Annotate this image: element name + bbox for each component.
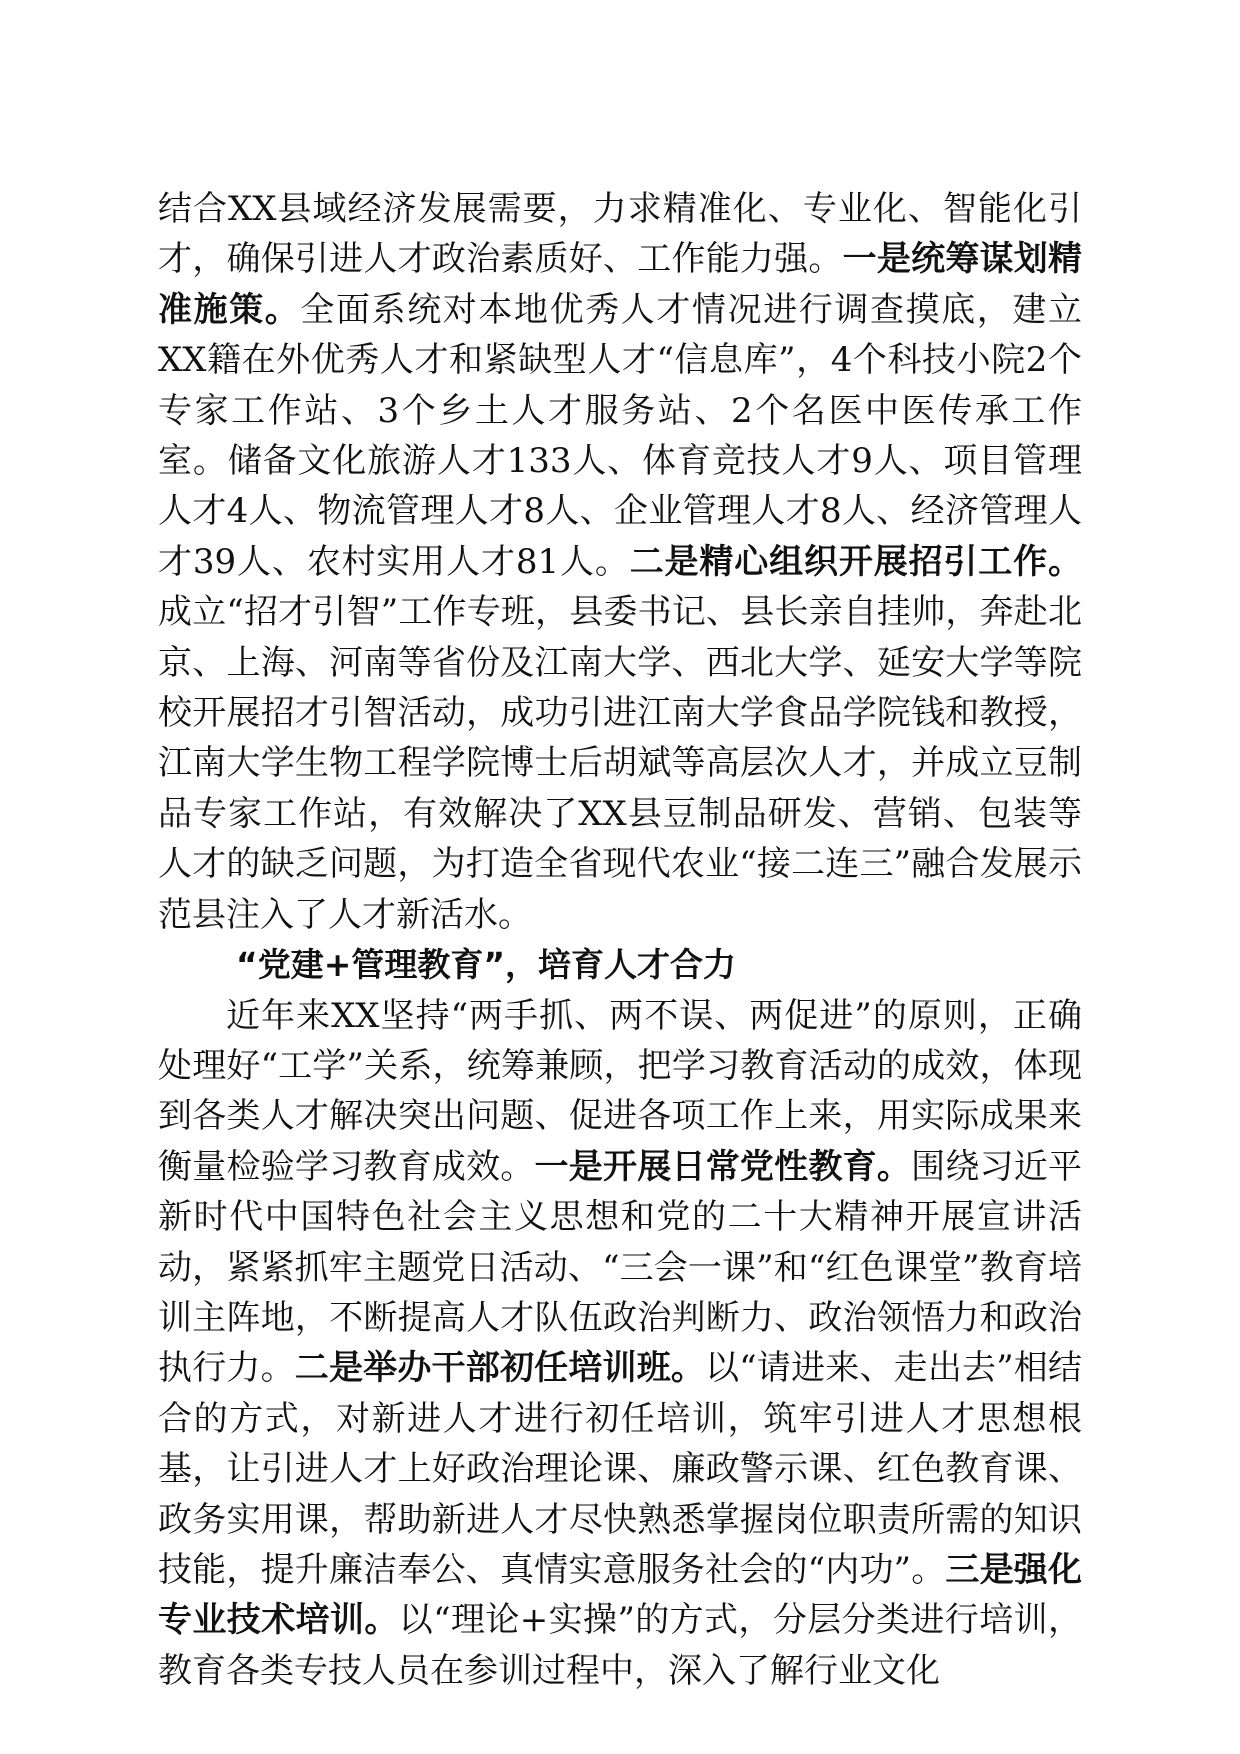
bold-point-three: 三是强化专业技术培训。 — [158, 1549, 1083, 1641]
paragraph-text: 结合XX县域经济发展需要，力求精准化、专业化、智能化引才，确保引进人才政治素质好、工作能力强。 — [158, 189, 1082, 280]
paragraph-text: 近年来XX坚持“两手抓、两不误、两促进”的原则，正确处理好“工学”关系，统筹兼顾，把学习教育活动的成效，体现到各类人才解决突出问题、促进各项工作上来，用实际成果来衡量检验学习教育成效。 — [158, 995, 1082, 1187]
bold-point-two: 二是精心组织开展招引工作。 — [629, 541, 1083, 582]
paragraph-text: 以“请进来、走出去”相结合的方式，对新进人才进行初任培训，筑牢引进人才思想根基，让引进人才上好政治理论课、廉政警示课、红色教育课、政务实用课，帮助新进人才尽快熟悉掌握岗位职责所需的知识技能，提升廉洁奉公、真情实意服务社会的“内功”。 — [158, 1348, 1083, 1590]
paragraph-text: 以“理论+实操”的方式，分层分类进行培训，教育各类专技人员在参训过程中，深入了解行业文化 — [158, 1600, 1082, 1691]
paragraph-text: 全面系统对本地优秀人才情况进行调查摸底，建立XX籍在外优秀人才和紧缺型人才“信息库”，4个科技小院2个专家工作站、3个乡土人才服务站、2个名医中医传承工作室。储备文化旅游人才133人、体育竞技人才9人、项目管理人才4人、物流管理人才8人、企业管理人才8人、经济管理人才39人、农村实用人才81人。 — [158, 289, 1083, 582]
bold-point-two: 二是举办干部初任培训班。 — [294, 1348, 706, 1389]
bold-point-one: 一是统筹谋划精准施策。 — [158, 239, 1083, 330]
paragraph-talent-introduction — [158, 184, 1082, 940]
paragraph-text: 围绕习近平新时代中国特色社会主义思想和党的二十大精神开展宣讲活动，紧紧抓牢主题党日活动、“三会一课”和“红色课堂”教育培训主阵地，不断提高人才队伍政治判断力、政治领悟力和政治执行力。 — [158, 1146, 1083, 1389]
paragraph-text: 成立“招才引智”工作专班，县委书记、县长亲自挂帅，奔赴北京、上海、河南等省份及江南大学、西北大学、延安大学等院校开展招才引智活动，成功引进江南大学食品学院钱和教授，江南大学生物工程学院博士后胡斌等高层次人才，并成立豆制品专家工作站，有效解决了XX县豆制品研发、营销、包装等人才的缺乏问题，为打造全省现代农业“接二连三”融合发展示范县注入了人才新活水。 — [158, 592, 1082, 935]
document-page — [158, 184, 1082, 1696]
section-heading: “党建+管理教育”，培育人才合力 — [236, 945, 737, 985]
bold-point-one: 一是开展日常党性教育。 — [534, 1146, 912, 1187]
paragraph-management-education — [158, 991, 1082, 1697]
